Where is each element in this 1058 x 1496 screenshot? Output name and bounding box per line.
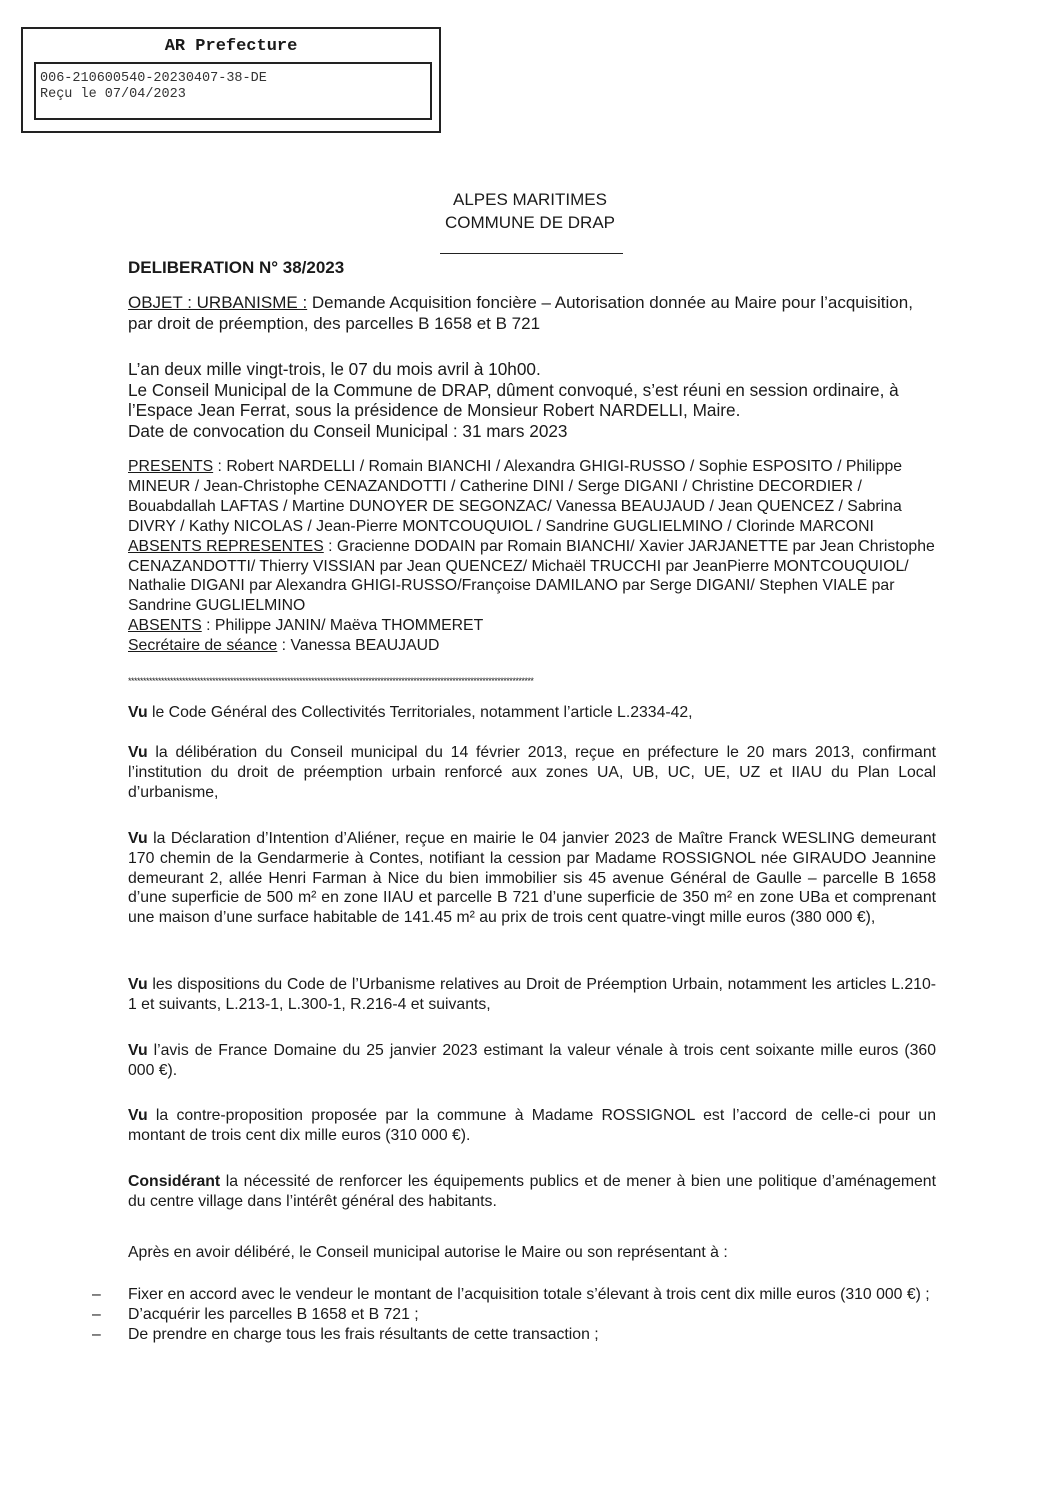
header-divider	[440, 253, 623, 254]
convocation-date: Date de convocation du Conseil Municipal : 31 mars 2023	[128, 420, 568, 441]
separator-stars: ***************************************************************************************************************************************	[128, 677, 534, 686]
list-item	[92, 1325, 942, 1345]
list-dash: –	[92, 1305, 101, 1323]
consideration-lead: Vu	[128, 976, 148, 993]
presents-paragraph	[128, 457, 936, 537]
represented-paragraph	[128, 537, 936, 617]
represented-label: ABSENTS REPRESENTES	[128, 537, 324, 555]
secretary-name: : Vanessa BEAUJAUD	[277, 637, 440, 655]
list-item-text: Fixer en accord avec le vendeur le montant de l’acquisition totale s’élevant à trois cent dix mille euros (310 000 €) ;	[128, 1286, 930, 1303]
list-item-text: De prendre en charge tous les frais résultants de cette transaction ;	[128, 1325, 599, 1343]
consideration-paragraph	[128, 1041, 936, 1081]
stamp-reference: 006-210600540-20230407-38-DE	[40, 71, 267, 86]
objet-paragraph	[128, 292, 936, 334]
consideration-lead: Vu	[128, 830, 148, 847]
presents-label: PRESENTS	[128, 458, 214, 475]
attendance-section	[128, 457, 936, 656]
consideration-text: le Code Général des Collectivités Territoriales, notamment l’article L.2334-42,	[147, 704, 693, 721]
deliberation-title: DELIBERATION N° 38/2023	[128, 258, 345, 277]
consideration-paragraph	[128, 1172, 936, 1212]
list-dash: –	[92, 1286, 101, 1303]
presents-list: : Robert NARDELLI / Romain BIANCHI / Alexandra GHIGI-RUSSO / Sophie ESPOSITO / Philippe MINEUR / Jean-Christophe CENAZANDOTTI / Catherine DINI / Serge DIGANI / Christine DECORDIER / Bouabdallah LAFTAS / Martine DUNOYER DE SEGONZAC/ Vanessa BEAUJAUD / Jean QUENCEZ / Sabrina DIVRY / Kathy NICOLAS / Jean-Pierre MONTCOUQUIOL / Sandrine GUGLIELMINO / Clorinde MARCONI	[128, 458, 903, 535]
stamp-received-date: Reçu le 07/04/2023	[40, 87, 186, 102]
consideration-lead: Considérant	[128, 1173, 221, 1190]
consideration-lead: Vu	[128, 704, 148, 721]
represented-list: : Gracienne DODAIN par Romain BIANCHI/ Xavier JARJANETTE par Jean Christophe CENAZANDOTTI/ Thierry VISSIAN par Jean QUENCEZ/ Michaël TRUCCHI par JeanPierre MONTCOUQUIOL/ Nathalie DIGANI par Alexandra GHIGI-RUSSO/Françoise DAMILANO par Serge DIGANI/ Stephen VIALE par Sandrine GUGLIELMINO	[128, 537, 935, 615]
consideration-text: les dispositions du Code de l’Urbanisme relatives au Droit de Préemption Urbain, notamment les articles L.210-1 et suivants, L.213-1, L.300-1, R.216-4 et suivants,	[128, 976, 936, 1013]
objet-label: OBJET : URBANISME :	[128, 293, 308, 312]
consideration-text: la contre-proposition proposée par la commune à Madame ROSSIGNOL est l’accord de celle-ci pour un montant de trois cent dix mille euros (310 000 €).	[128, 1107, 936, 1144]
secretary-paragraph	[128, 636, 936, 656]
session-description: Le Conseil Municipal de la Commune de DRAP, dûment convoqué, s’est réuni en session ordinaire, à l’Espace Jean Ferrat, sous la présidence de Monsieur Robert NARDELLI, Maire.	[128, 379, 899, 420]
consideration-paragraph	[128, 975, 936, 1015]
stamp-reference-box	[34, 62, 432, 120]
consideration-paragraph	[128, 829, 936, 928]
consideration-paragraph	[128, 743, 936, 802]
session-date: L’an deux mille vingt-trois, le 07 du mois avril à 10h00.	[128, 359, 541, 379]
absents-label: ABSENTS	[128, 617, 202, 635]
list-item-text: D’acquérir les parcelles B 1658 et B 721 ;	[128, 1305, 419, 1323]
consideration-lead: Vu	[128, 1107, 148, 1124]
session-intro	[128, 359, 936, 441]
secretary-label: Secrétaire de séance	[128, 637, 278, 655]
list-item	[92, 1305, 942, 1325]
consideration-paragraph	[128, 1106, 936, 1146]
consideration-lead: Vu	[128, 744, 148, 761]
consideration-paragraph	[128, 703, 936, 723]
objet-text: Demande Acquisition foncière – Autorisation donnée au Maire pour l’acquisition, par droit de préemption, des parcelles B 1658 et B 721	[128, 293, 913, 333]
absents-paragraph	[128, 616, 936, 636]
decision-list	[92, 1285, 942, 1344]
commune-name: COMMUNE DE DRAP	[444, 213, 615, 232]
consideration-lead: Vu	[128, 1042, 148, 1059]
consideration-text: la nécessité de renforcer les équipements publics et de mener à bien une politique d’aménagement du centre village dans l’intérêt général des habitants.	[128, 1173, 936, 1210]
department-name: ALPES MARITIMES	[453, 190, 607, 209]
prefecture-stamp	[21, 27, 441, 133]
absents-list: : Philippe JANIN/ Maëva THOMMERET	[201, 617, 484, 635]
list-item	[92, 1285, 942, 1305]
consideration-text: la Déclaration d’Intention d’Aliéner, reçue en mairie le 04 janvier 2023 de Maître Franck WESLING demeurant 170 chemin de la Gendarmerie à Contes, notifiant la cession par Madame ROSSIGNOL née GIRAUDO Jeannine demeurant 2, allée Henri Farman à Nice du bien immobilier sis 45 avenue Général de Gaulle – parcelle B 1658 d’une superficie de 500 m² en zone IIAU et parcelle B 721 d’une superficie de 350 m² en zone UBa et comprenant une maison d’une surface habitable de 141.45 m² au prix de trois cent quatre-vingt mille euros (380 000 €),	[128, 830, 936, 927]
consideration-text: l’avis de France Domaine du 25 janvier 2023 estimant la valeur vénale à trois cent soixante mille euros (360 000 €).	[128, 1042, 936, 1079]
consideration-text: la délibération du Conseil municipal du 14 février 2013, reçue en préfecture le 20 mars 2013, confirmant l’institution du droit de préemption urbain renforcé aux zones UA, UB, UC, UE, UZ et IIAU du Plan Local d’urbanisme,	[128, 744, 936, 801]
stamp-title: AR Prefecture	[164, 37, 298, 56]
decision-intro: Après en avoir délibéré, le Conseil municipal autorise le Maire ou son représentant à :	[128, 1244, 728, 1261]
list-dash: –	[92, 1325, 101, 1343]
